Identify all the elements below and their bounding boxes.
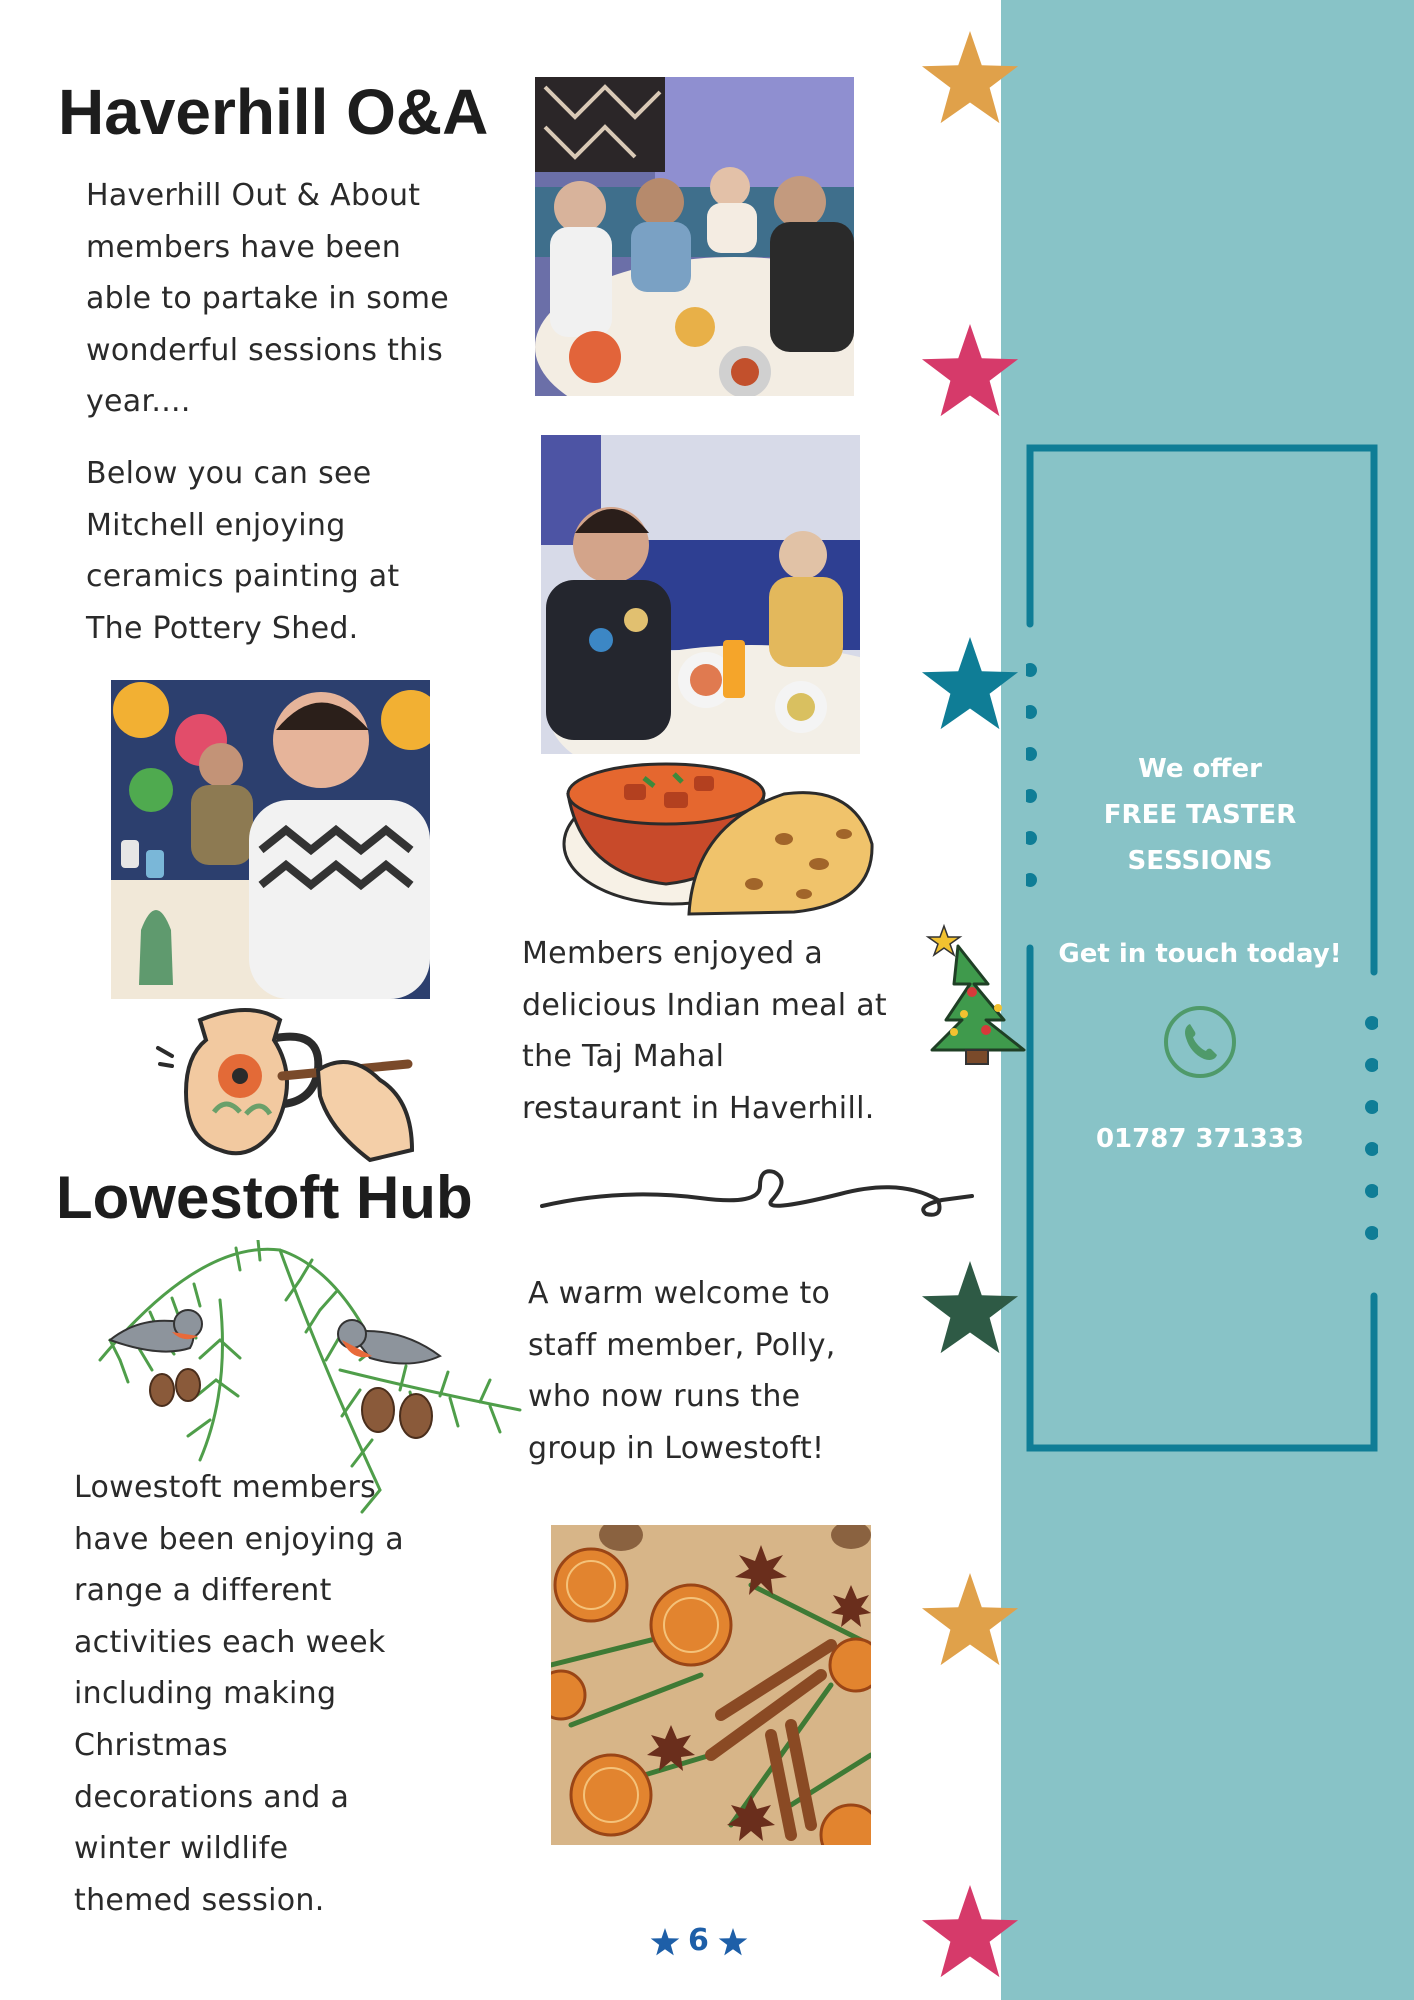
sessions-line: SESSIONS	[1127, 846, 1273, 876]
ceramics-painting-photo	[111, 680, 430, 999]
text-line: group in Lowestoft!	[528, 1430, 825, 1466]
text-line: winter wildlife	[74, 1831, 289, 1867]
page-footer	[650, 1920, 750, 1962]
text-line: Mitchell enjoying	[86, 507, 346, 543]
text-line: decorations and a	[74, 1779, 350, 1815]
phone-number[interactable]: 01787 371333	[1095, 1124, 1305, 1154]
text-line: have been enjoying a	[74, 1521, 404, 1557]
text-line: themed session.	[74, 1882, 325, 1918]
text-line: wonderful sessions this	[86, 332, 444, 368]
haverhill-title: Haverhill O&A	[58, 76, 489, 148]
members-meal-photo	[541, 435, 860, 754]
text-line: Members enjoyed a	[522, 936, 823, 971]
welcome-paragraph	[528, 1268, 836, 1474]
text-line: ceramics painting at	[86, 559, 400, 595]
text-line: including making	[74, 1676, 337, 1712]
text-line: The Pottery Shed.	[86, 610, 359, 646]
text-line: restaurant in Haverhill.	[522, 1090, 875, 1126]
pottery-paragraph	[86, 448, 400, 654]
text-line: Christmas	[74, 1727, 228, 1763]
star-icon	[650, 1928, 680, 1956]
contact-line: Get in touch today!	[1058, 939, 1342, 969]
star-icon	[921, 1572, 1019, 1668]
pottery-painting-illustration	[150, 1000, 420, 1168]
curry-naan-illustration	[554, 734, 876, 922]
activities-paragraph	[74, 1462, 404, 1926]
text-line: staff member, Polly,	[528, 1327, 836, 1363]
text-line: delicious Indian meal at	[522, 987, 887, 1023]
text-line: the Taj Mahal	[522, 1039, 725, 1075]
restaurant-group-photo	[535, 77, 854, 396]
text-line: Haverhill Out & About	[86, 178, 421, 213]
text-line: Below you can see	[86, 456, 372, 491]
star-icon	[921, 323, 1019, 419]
swirl-divider	[540, 1166, 974, 1222]
free-taster-line: FREE TASTER	[1103, 800, 1297, 830]
phone-icon	[1162, 1004, 1238, 1080]
text-line: able to partake in some	[86, 281, 450, 317]
star-icon	[718, 1928, 748, 1956]
text-line: activities each week	[74, 1624, 386, 1660]
text-line: range a different	[74, 1573, 332, 1609]
christmas-spices-photo	[551, 1525, 871, 1845]
star-icon	[921, 1884, 1019, 1980]
text-line: Lowestoft members	[74, 1470, 377, 1505]
christmas-tree-icon	[924, 922, 1036, 1066]
page-number: 6	[688, 1923, 709, 1958]
lowestoft-title: Lowestoft Hub	[56, 1164, 473, 1231]
star-icon	[921, 1260, 1019, 1356]
offer-line: We offer	[1138, 754, 1262, 784]
star-icon	[921, 30, 1019, 126]
text-line: members have been	[86, 229, 402, 265]
meal-paragraph	[522, 928, 887, 1134]
text-line: year....	[86, 384, 191, 420]
text-line: A warm welcome to	[528, 1276, 831, 1311]
haverhill-intro	[86, 170, 449, 428]
text-line: who now runs the	[528, 1379, 801, 1415]
star-icon	[921, 636, 1019, 732]
